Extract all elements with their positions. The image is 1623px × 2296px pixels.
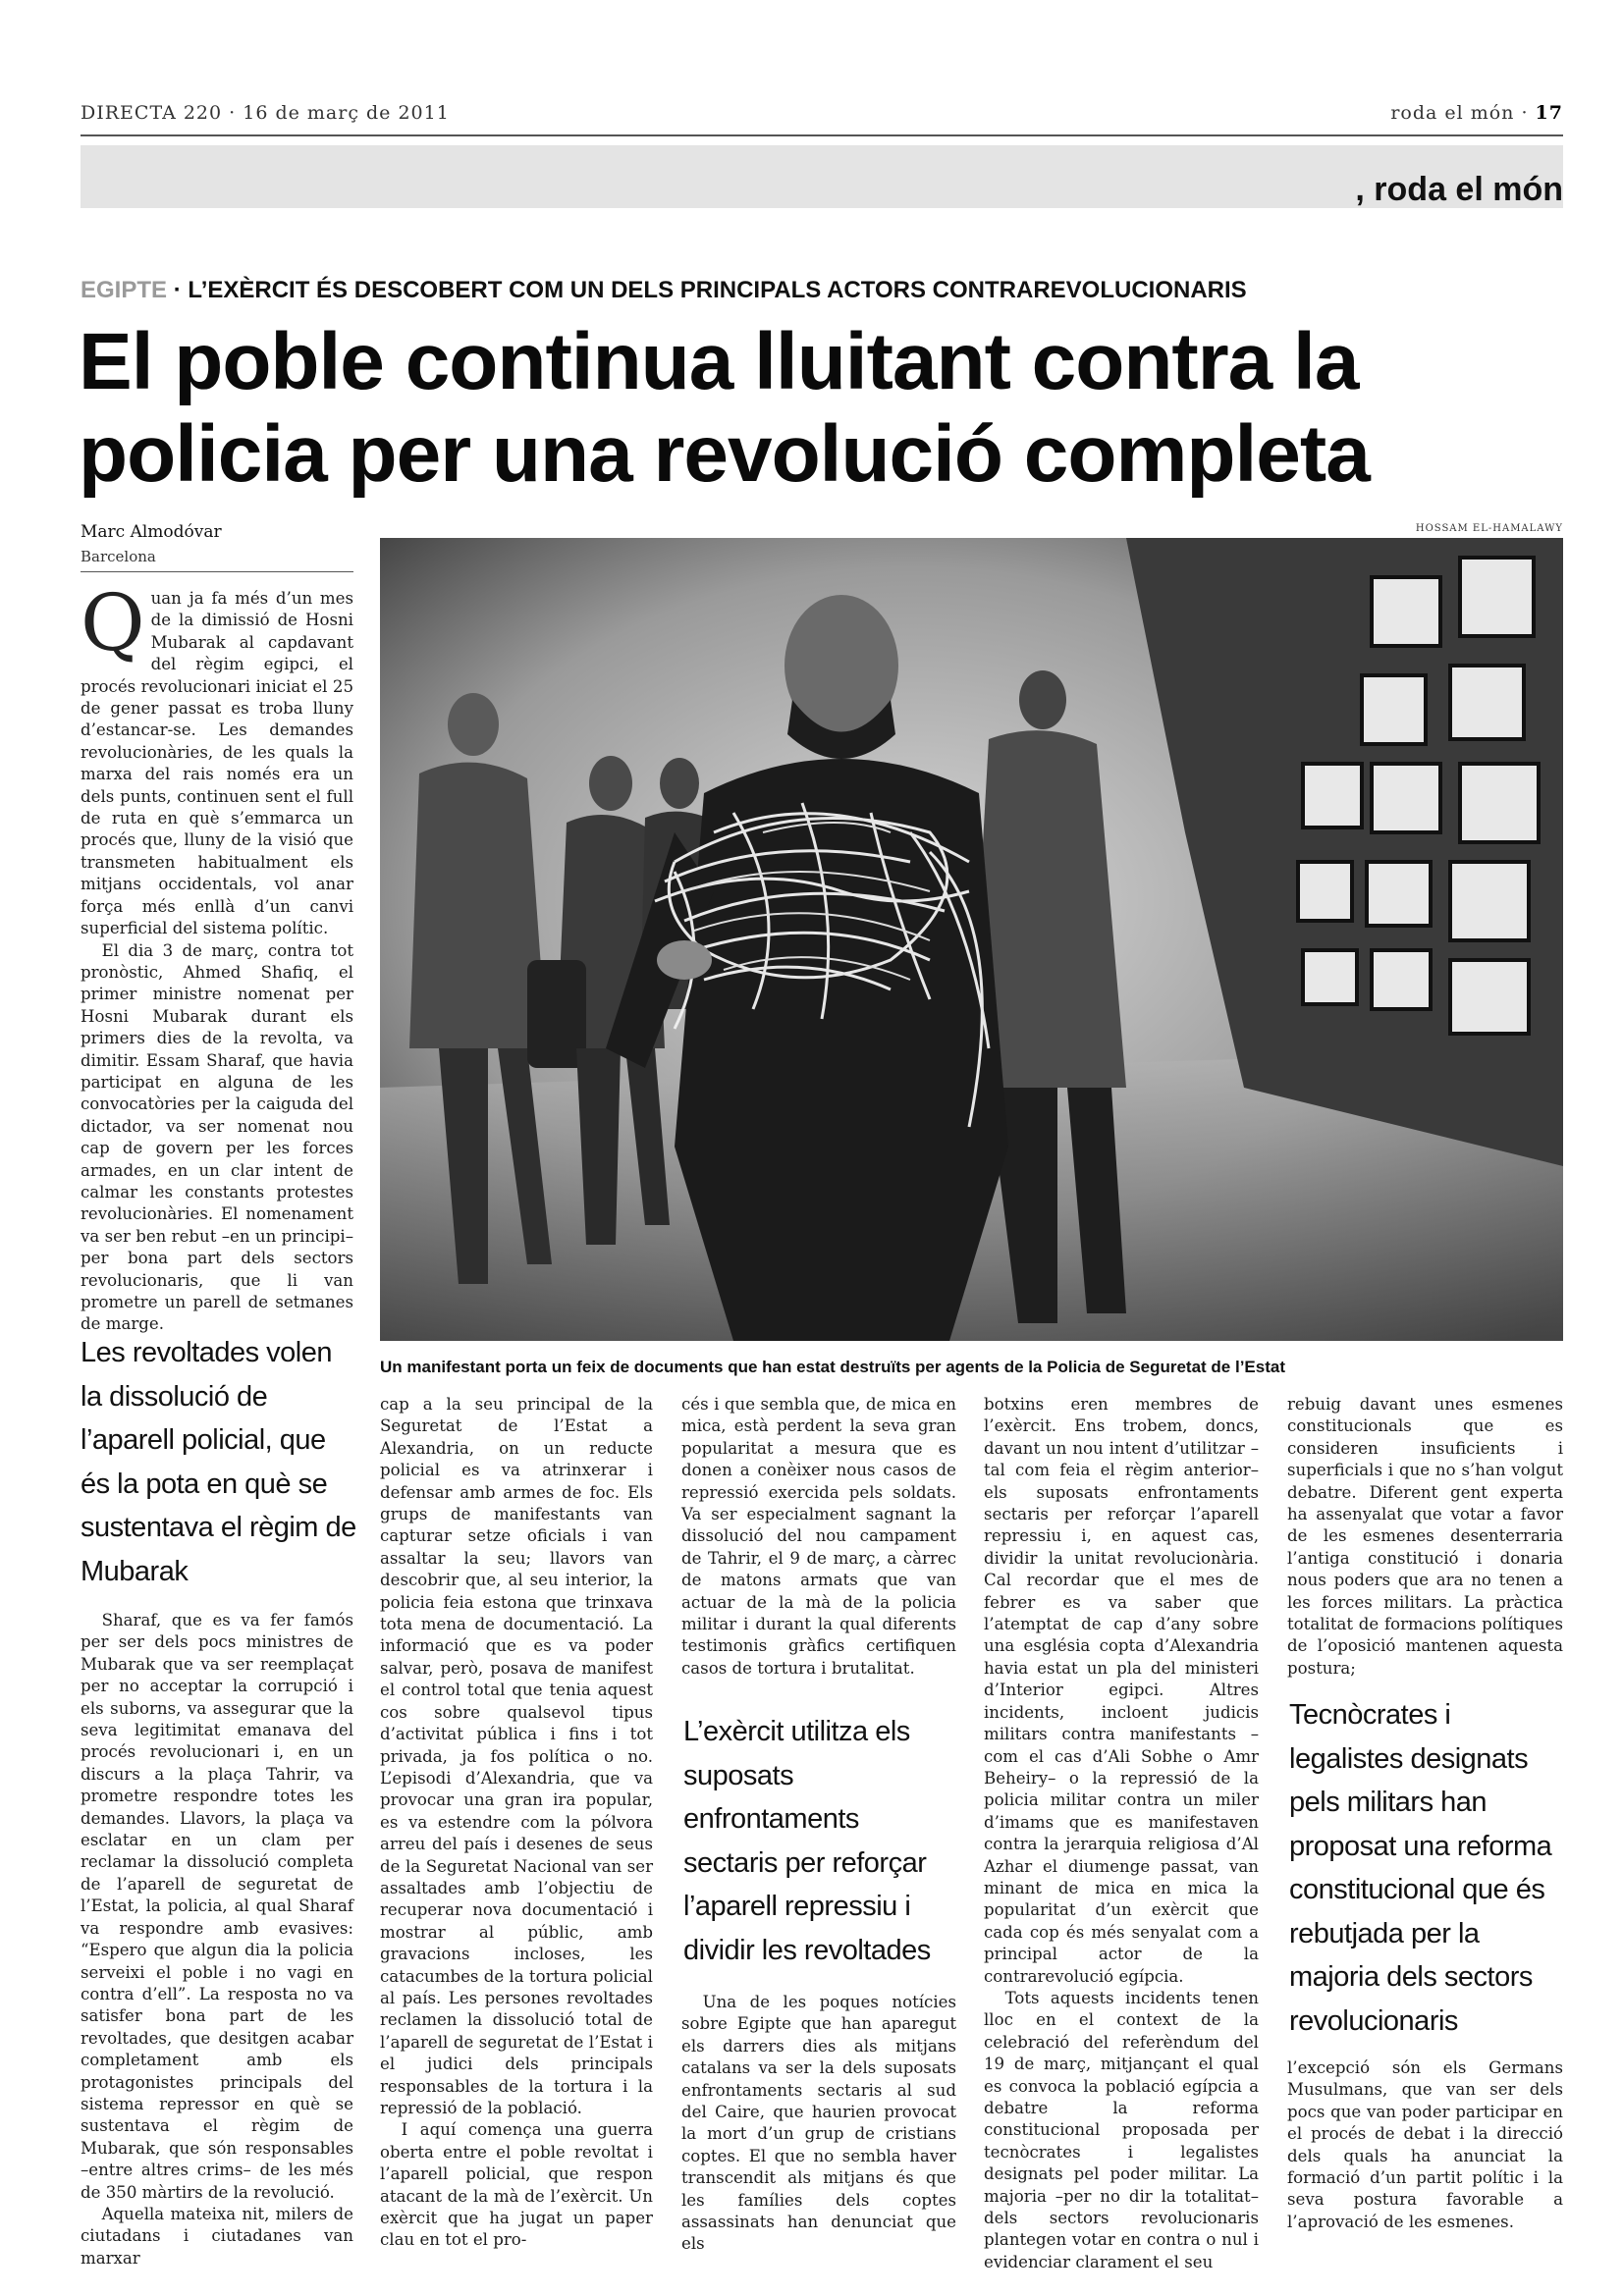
paragraph: cap a la seu principal de la Seguretat de l’Estat a Alexandria, on un reducte policial es va atrinxerar i defensar amb armes de foc. Els grups de manifestants van capturar setze oficials i van assaltar la seu; llavors van descobrir que, al seu interior, la policia feia estona que trinxava tota mena de documentació. La informació que es va poder salvar, però, posava de manifest el control total que tenia aquest cos sobre qualsevol tipus d’activitat pública i fins i tot privada, ja fos política o no. L’episodi d’Alexandria, que va provocar una gran ira popular, es va estendre com la pólvora arreu del país i desenes de seus de la Seguretat Nacional van ser assaltades amb l’objectiu de recuperar nova documentació i mostrar al públic, amb gravacions incloses, les catacumbes de la tortura policial al país. Les persones revoltades reclamen la dissolució total de l’aparell de seguretat de l’Estat i el judici dels principals responsables de la tortura i la repressió de la població. [380,1395,653,2117]
paragraph: Sharaf, que es va fer famós per ser dels pocs ministres de Mubarak que va ser reemplaçat per no acceptar la corrupció i els suborns, va assegurar que la seva legitimitat emanava del procés revolucionari i, en un discurs a la plaça Tahrir, va prometre respondre totes les demandes. Llavors, la plaça va esclatar en un clam per reclamar la dissolució completa de l’aparell de seguretat de l’Estat, la policia, al qual Sharaf va respondre amb evasives: “Espero que algun dia la policia serveixi el poble i no vagi en contra d’ell”. La resposta no va satisfer bona part de les revoltades, que desitgen acabar completament amb els protagonistes principals del sistema repressor en què se sustentava el règim de Mubarak, que són responsables –entre altres crims– de les més de 350 màrtirs de la revolució. [81,1611,353,2202]
paragraph: l’excepció són els Germans Musulmans, que van ser dels pocs que van poder participar en el procés de debat i la direcció dels quals ha anunciat la formació d’un partit polític i la seva postura favorable a l’aprovació de les esmenes. [1287,2058,1563,2231]
column-1-intro [81,577,353,1336]
paragraph [81,577,353,940]
location: Barcelona [81,548,156,565]
pull-quote-1: Les revoltades volen la dissolució de l’aparell policial, que és la pota en què se sustentava el règim de Mubarak [81,1337,356,1587]
page-number: 17 [1535,102,1563,124]
column-2 [380,1394,653,2252]
column-4 [984,1394,1259,2273]
paragraph: El dia 3 de març, contra tot pronòstic, Ahmed Shafiq, el primer ministre nomenat per Hosni Mubarak durant els primers dies de la revolta, va dimitir. Essam Sharaf, que havia participat en alguna de les convocatòries per la caiguda del dictador, va ser nomenat nou cap de govern per les forces armades, en un clar intent de calmar les constants protestes revolucionàries. El nomenament va ser ben rebut –en un principi– per bona part dels sectors revolucionaris, que li van prometre un parell de setmanes de marge. [81,940,353,1334]
drop-cap: Q [81,577,145,668]
running-header [81,102,1563,124]
kicker [81,277,1247,304]
issue-date: DIRECTA 220 · 16 de març de 2011 [81,102,450,124]
column-5 [1287,1394,1563,1680]
pull-quote-2: L’exèrcit utilitza els suposats enfrontaments sectaris per reforçar l’aparell repressiu i dividir les revoltades [683,1716,931,1966]
kicker-country: EGIPTE [81,277,168,303]
paragraph: Una de les poques notícies sobre Egipte que han aparegut els darrers dies als mitjans catalans va ser la dels suposats enfrontaments sectaris al sud del Caire, que haurien provocat la mort d’un grup de cristians coptes. El que no sembla haver transcendit als mitjans és que les famílies dels coptes assassinats han denunciat que els [681,1993,956,2254]
kicker-text: · L’EXÈRCIT ÉS DESCOBERT COM UN DELS PRINCIPALS ACTORS CONTRAREVOLUCIONARIS [173,277,1247,303]
page-label [1390,102,1563,124]
paragraph: Tots aquests incidents tenen lloc en el context de la celebració del referèndum del 19 de març, mitjançant el qual es convoca la població egípcia a debatre la reforma constitucional proposada per tecnòcrates i legalistes designats pel poder militar. La majoria –per no dir la totalitat– dels sectors revolucionaris plantegen votar en contra o nul i evidenciar clarament el seu [984,1988,1259,2271]
paragraph: botxins eren membres de l’exèrcit. Ens trobem, doncs, davant un nou intent d’utilitzar –tal com feia el règim anterior– els suposats enfrontaments sectaris per reforçar l’aparell repressiu i, en aquest cas, dividir la unitat revolucionària. Cal recordar que el mes de febrer es va saber que l’atemptat de cap d’any sobre una església copta d’Alexandria havia estat un pla del ministeri d’Interior egipci. Altres incidents, incloent judicis militars contra manifestants –com el cas d’Ali Sobhe o Amr Beheiry– o la repressió de la policia militar contra un miler d’imams que es manifestaven contra la jerarquia religiosa d’Al Azhar el diumenge passat, van minant de mica en mica la popularitat d’un exèrcit que cada cop és més senyalat com a principal actor de la contrarevolució egípcia. [984,1395,1259,1986]
photo-caption: Un manifestant porta un feix de documents que han estat destruïts per agents de la Policia de Seguretat de l’Estat [380,1358,1285,1376]
headline [79,316,1551,501]
pull-quote-3: Tecnòcrates i legalistes designats pels militars han proposat una reforma constitucional que és rebutjada per la majoria dels sectors revolucionaris [1289,1699,1552,2037]
section-label: roda el món · [1390,102,1529,124]
header-rule [81,134,1563,136]
paragraph: cés i que sembla que, de mica en mica, està perdent la seva gran popularitat a mesura que es donen a conèixer nous casos de repressió exercida pels soldats. Va ser especialment sagnant la dissolució del nou campament de Tahrir, el 9 de març, a càrrec de matons armats que van actuar de la mà de la policia militar i durant la qual diferents testimonis gràfics certifiquen casos de tortura i brutalitat. [681,1395,956,1678]
column-3-continued [681,1992,956,2256]
paragraph: I aquí comença una guerra oberta entre el poble revoltat i l’aparell policial, que respon atacant de la mà de l’exèrcit. Un exèrcit que ha jugat un paper clau en tot el pro- [380,2120,653,2250]
headline-line-1: El poble continua lluitant contra la [79,317,1359,406]
paragraph-text: uan ja fa més d’un mes de la dimissió de Hosni Mubarak al capdavant del règim egipci, el procés revolucionari iniciat el 25 de gener passat es troba lluny d’estancar-se. Les demandes revolucionàries, de les quals la marxa del rais només era un dels punts, continuen sent el full de ruta en què s’emmarca un procés que, lluny de la visió que transmeten habitualment els mitjans occidentals, vol anar força més enllà d’un canvi superficial del sistema polític. [81,589,353,938]
author: Marc Almodóvar [81,522,222,542]
photo-illustration [380,538,1563,1341]
photo-credit: HOSSAM EL-HAMALAWY [1415,523,1563,534]
news-photo [380,538,1563,1341]
column-5-continued [1287,2057,1563,2233]
headline-line-2: policia per una revolució completa [79,409,1370,499]
section-banner [81,145,1563,208]
column-1-continued [81,1610,353,2269]
column-3 [681,1394,956,1680]
byline-rule [81,571,353,572]
paragraph: rebuig davant unes esmenes constitucionals que es consideren insuficients i superficials i que no s’han volgut debatre. Diferent gent experta ha assenyalat que votar a favor de les esmenes desenterraria l’antiga constitució i donaria nous poders que ara no tenen a les forces militars. La pràctica totalitat de formacions polítiques de l’oposició mantenen aquesta postura; [1287,1395,1563,1678]
paragraph: Aquella mateixa nit, milers de ciutadans i ciutadanes van marxar [81,2204,353,2268]
section-title: , roda el món [1355,171,1563,208]
